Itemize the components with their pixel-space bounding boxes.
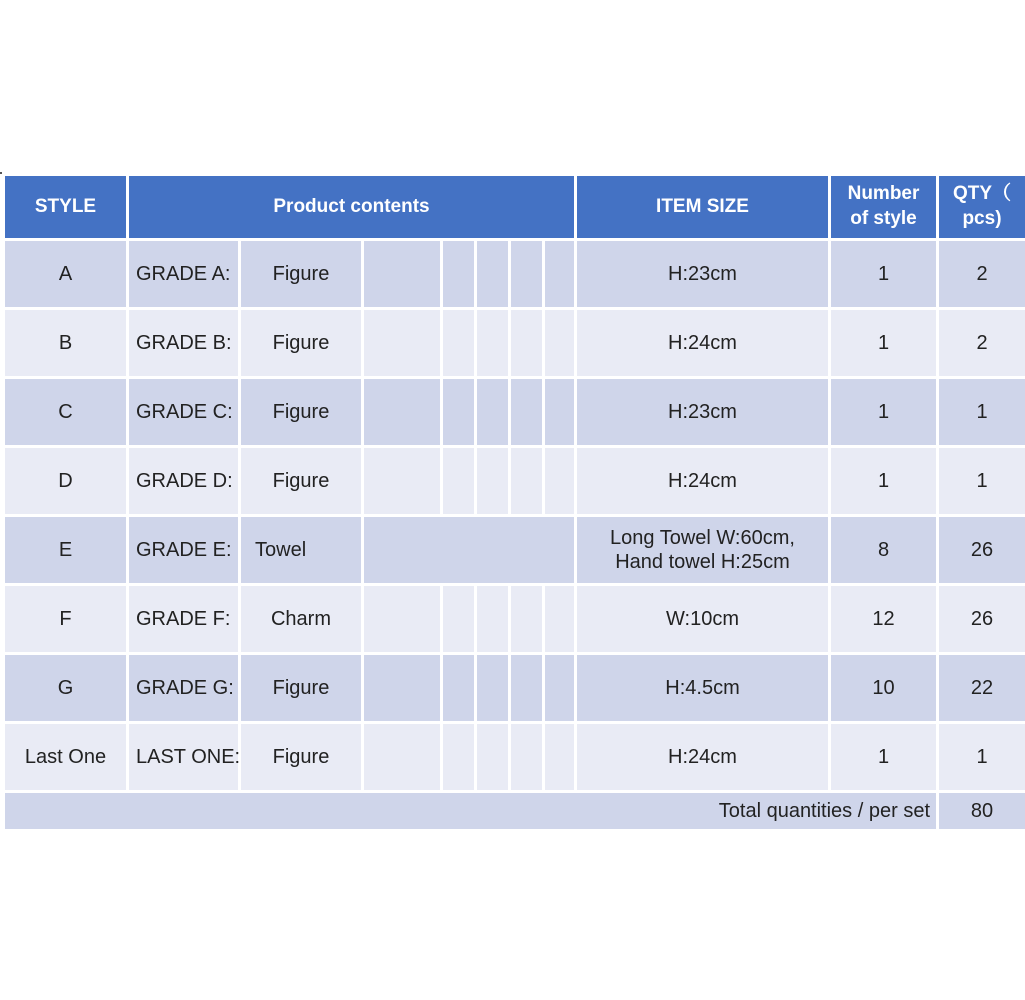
blank-cell <box>364 448 440 514</box>
grade-cell: GRADE G: <box>129 655 238 721</box>
grade-cell: GRADE A: <box>129 241 238 307</box>
qty-cell: 1 <box>939 379 1025 445</box>
blank-cell <box>364 379 440 445</box>
blank-cell <box>511 448 542 514</box>
blank-cell <box>545 448 574 514</box>
blank-cell <box>511 379 542 445</box>
header-product-contents: Product contents <box>129 176 574 238</box>
item-cell: Towel <box>241 517 361 583</box>
grade-cell: GRADE C: <box>129 379 238 445</box>
blank-cell <box>511 241 542 307</box>
style-cell: F <box>5 586 126 652</box>
size-cell-line-1: Long Towel W:60cm, <box>610 527 795 549</box>
corner-mark <box>0 172 2 174</box>
number-of-style-cell: 1 <box>831 724 936 790</box>
grade-cell: GRADE B: <box>129 310 238 376</box>
header-number-of-style-line-1: Number <box>847 183 920 205</box>
item-cell: Figure <box>241 724 361 790</box>
item-cell: Charm <box>241 586 361 652</box>
blank-cell <box>443 586 474 652</box>
item-cell: Figure <box>241 448 361 514</box>
qty-cell: 26 <box>939 586 1025 652</box>
blank-cell <box>364 241 440 307</box>
number-of-style-cell: 12 <box>831 586 936 652</box>
number-of-style-cell: 10 <box>831 655 936 721</box>
total-label: Total quantities / per set <box>5 793 936 829</box>
item-cell: Figure <box>241 379 361 445</box>
blank-cell <box>364 310 440 376</box>
blank-cell <box>511 586 542 652</box>
size-cell-line-2: Hand towel H:25cm <box>615 551 790 573</box>
product-table <box>5 176 1012 822</box>
qty-cell: 22 <box>939 655 1025 721</box>
header-qty <box>939 176 1025 238</box>
header-qty-line-1: QTY（ <box>952 183 1012 205</box>
style-cell: C <box>5 379 126 445</box>
blank-cell <box>364 517 574 583</box>
blank-cell <box>364 724 440 790</box>
blank-cell <box>477 655 508 721</box>
style-cell: G <box>5 655 126 721</box>
blank-cell <box>511 655 542 721</box>
number-of-style-cell: 1 <box>831 379 936 445</box>
blank-cell <box>545 724 574 790</box>
header-number-of-style-line-2: of style <box>850 208 917 229</box>
blank-cell <box>545 379 574 445</box>
number-of-style-cell: 1 <box>831 310 936 376</box>
style-cell: E <box>5 517 126 583</box>
blank-cell <box>511 724 542 790</box>
total-value: 80 <box>939 793 1025 829</box>
qty-cell: 2 <box>939 310 1025 376</box>
qty-cell: 2 <box>939 241 1025 307</box>
grade-cell: GRADE E: <box>129 517 238 583</box>
blank-cell <box>545 241 574 307</box>
blank-cell <box>511 310 542 376</box>
blank-cell <box>443 379 474 445</box>
blank-cell <box>477 586 508 652</box>
item-cell: Figure <box>241 655 361 721</box>
size-cell: H:23cm <box>577 379 828 445</box>
size-cell: H:24cm <box>577 310 828 376</box>
blank-cell <box>364 586 440 652</box>
style-cell: B <box>5 310 126 376</box>
size-cell: H:4.5cm <box>577 655 828 721</box>
number-of-style-cell: 1 <box>831 448 936 514</box>
blank-cell <box>477 310 508 376</box>
blank-cell <box>477 379 508 445</box>
qty-cell: 1 <box>939 448 1025 514</box>
grade-cell: GRADE D: <box>129 448 238 514</box>
number-of-style-cell: 1 <box>831 241 936 307</box>
style-cell: Last One <box>5 724 126 790</box>
header-number-of-style <box>831 176 936 238</box>
style-cell: A <box>5 241 126 307</box>
blank-cell <box>443 655 474 721</box>
size-cell: H:24cm <box>577 448 828 514</box>
blank-cell <box>545 310 574 376</box>
size-cell: W:10cm <box>577 586 828 652</box>
header-style: STYLE <box>5 176 126 238</box>
blank-cell <box>443 724 474 790</box>
blank-cell <box>443 310 474 376</box>
blank-cell <box>545 586 574 652</box>
blank-cell <box>477 241 508 307</box>
blank-cell <box>443 448 474 514</box>
item-cell: Figure <box>241 310 361 376</box>
blank-cell <box>364 655 440 721</box>
qty-cell: 26 <box>939 517 1025 583</box>
grade-cell: GRADE F: <box>129 586 238 652</box>
number-of-style-cell: 8 <box>831 517 936 583</box>
grade-cell: LAST ONE: <box>129 724 238 790</box>
blank-cell <box>477 448 508 514</box>
item-cell: Figure <box>241 241 361 307</box>
size-cell <box>577 517 828 583</box>
style-cell: D <box>5 448 126 514</box>
blank-cell <box>545 655 574 721</box>
qty-cell: 1 <box>939 724 1025 790</box>
header-item-size: ITEM SIZE <box>577 176 828 238</box>
blank-cell <box>443 241 474 307</box>
blank-cell <box>477 724 508 790</box>
header-qty-line-2: pcs) <box>962 208 1002 229</box>
size-cell: H:23cm <box>577 241 828 307</box>
size-cell: H:24cm <box>577 724 828 790</box>
